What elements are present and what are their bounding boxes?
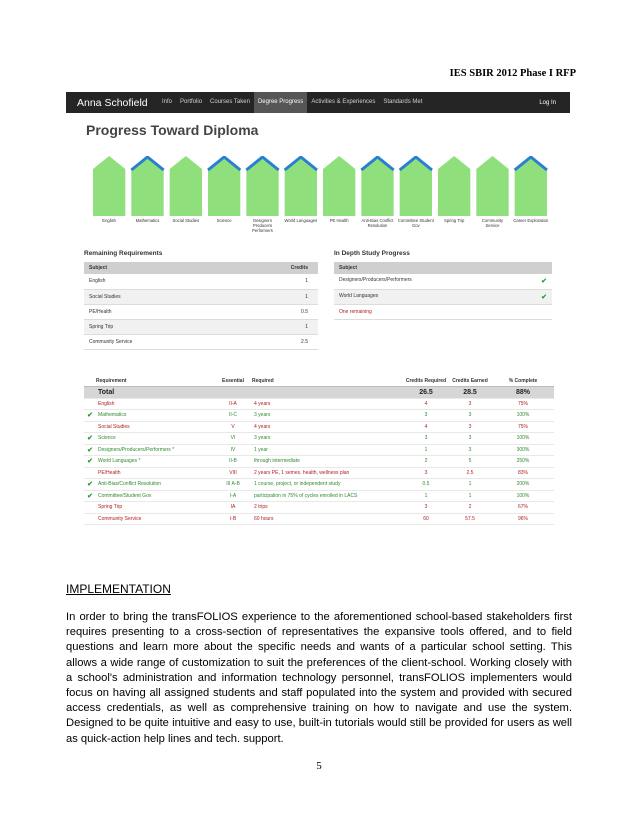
nav-activities[interactable]: Activities & Experiences <box>311 99 376 105</box>
requirements-table <box>84 368 554 525</box>
col-credits-required: Credits Required <box>404 368 448 386</box>
col-subject: Subject <box>334 262 552 274</box>
progress-arrow <box>93 156 125 216</box>
credits-earned-cell: 1 <box>448 490 492 502</box>
required-cell: 4 years <box>252 398 404 410</box>
progress-arrows-svg <box>90 156 550 216</box>
in-depth-title: In Depth Study Progress <box>334 250 410 257</box>
required-cell: 2 years PE, 1 semes. health, wellness plan <box>252 467 404 479</box>
credits-earned-cell: 5 <box>448 456 492 468</box>
checkmark-icon <box>84 502 96 514</box>
essential-cell: II-C <box>214 410 252 422</box>
arrow-label: Anti-Bias Conflict Resolution <box>361 218 394 228</box>
table-row <box>84 513 554 525</box>
requirement-cell: PE/Health <box>96 467 214 479</box>
essential-cell: IA <box>214 502 252 514</box>
credits-required-cell: 2 <box>404 456 448 468</box>
table-row <box>334 274 552 289</box>
col-required: Required <box>252 368 404 386</box>
checkmark-icon: ✔ <box>541 293 547 301</box>
percent-cell: 75% <box>492 398 554 410</box>
progress-arrows <box>90 156 550 216</box>
document-header: IES SBIR 2012 Phase I RFP <box>449 68 576 79</box>
requirement-cell: Designers/Producers/Performers * <box>96 444 214 456</box>
checkmark-icon: ✔ <box>84 456 96 468</box>
required-cell: participation in 75% of cycles enrolled in LACS <box>252 490 404 502</box>
remaining-title: Remaining Requirements <box>84 250 163 257</box>
progress-arrow <box>170 156 202 216</box>
percent-cell: 96% <box>492 513 554 525</box>
arrow-label: Career Exploration <box>513 218 549 223</box>
subject-cell: World Languages ✔ <box>334 289 552 304</box>
table-row <box>84 502 554 514</box>
requirement-cell: Social Studies <box>96 421 214 433</box>
required-cell: 2 trips <box>252 502 404 514</box>
embedded-screenshot <box>66 92 570 552</box>
app-navbar <box>66 92 570 113</box>
page-title: Progress Toward Diploma <box>86 122 259 138</box>
essential-cell: V <box>214 421 252 433</box>
essential-cell: II-B <box>214 456 252 468</box>
credits-earned-cell: 2.5 <box>448 467 492 479</box>
subject-cell: Designers/Producers/Performers ✔ <box>334 274 552 289</box>
credits-required-cell: 3 <box>404 433 448 445</box>
essential-cell: II-A <box>214 398 252 410</box>
total-required: 26.5 <box>404 386 448 398</box>
requirement-cell: Spring Trip <box>96 502 214 514</box>
table-row <box>84 319 318 334</box>
credits-earned-cell: 1 <box>448 479 492 491</box>
subject-cell: Social Studies <box>84 289 230 304</box>
col-percent-complete: % Complete <box>492 368 554 386</box>
total-row <box>84 386 554 398</box>
percent-cell: 75% <box>492 421 554 433</box>
user-name: Anna Schofield <box>77 96 148 109</box>
percent-cell: 250% <box>492 456 554 468</box>
arrow-label: PE Health <box>329 218 349 223</box>
essential-cell: III A-B <box>214 479 252 491</box>
checkmark-icon: ✔ <box>84 490 96 502</box>
subject-cell: One remaining <box>334 304 552 319</box>
arrow-label: Mathematics <box>135 218 160 223</box>
credits-required-cell: 1 <box>404 490 448 502</box>
subject-cell: PE/Health <box>84 304 230 319</box>
percent-cell: 83% <box>492 467 554 479</box>
credits-required-cell: 4 <box>404 398 448 410</box>
arrow-label: Community Service <box>481 218 504 228</box>
checkmark-icon <box>84 421 96 433</box>
percent-cell: 100% <box>492 433 554 445</box>
col-credits: Credits <box>230 262 318 274</box>
requirement-cell: Anti-Bias/Conflict Resolution <box>96 479 214 491</box>
table-row <box>84 410 554 422</box>
credits-earned-cell: 2 <box>448 502 492 514</box>
nav-info[interactable]: Info <box>162 99 173 105</box>
checkmark-icon <box>84 467 96 479</box>
nav-courses-taken[interactable]: Courses Taken <box>210 99 250 105</box>
essential-cell: IV <box>214 444 252 456</box>
required-cell: 1 course, project, or independent study <box>252 479 404 491</box>
total-earned: 28.5 <box>448 386 492 398</box>
required-cell: 4 years <box>252 421 404 433</box>
table-row <box>84 456 554 468</box>
checkmark-icon <box>84 398 96 410</box>
percent-cell: 200% <box>492 479 554 491</box>
credits-required-cell: 1 <box>404 444 448 456</box>
credits-earned-cell: 3 <box>448 421 492 433</box>
essential-cell: I-A <box>214 490 252 502</box>
essential-cell: VIII <box>214 467 252 479</box>
arrow-label: Science <box>216 218 232 223</box>
credits-earned-cell: 3 <box>448 444 492 456</box>
table-row <box>84 274 318 289</box>
required-cell: 3 years <box>252 433 404 445</box>
progress-arrow-labels <box>90 218 550 242</box>
arrow-label: Social Studies <box>172 218 200 223</box>
credits-required-cell: 3 <box>404 502 448 514</box>
progress-arrow <box>476 156 508 216</box>
requirement-cell: Committee/Student Gov <box>96 490 214 502</box>
section-heading: IMPLEMENTATION <box>66 582 171 596</box>
table-row <box>84 433 554 445</box>
credits-required-cell: 0.5 <box>404 479 448 491</box>
essential-cell: I-B <box>214 513 252 525</box>
credits-required-cell: 4 <box>404 421 448 433</box>
col-credits-earned: Credits Earned <box>448 368 492 386</box>
percent-cell: 100% <box>492 410 554 422</box>
checkmark-icon: ✔ <box>541 278 547 286</box>
nav-degree-progress[interactable]: Degree Progress <box>254 92 307 113</box>
subject-cell: Spring Trip <box>84 319 230 334</box>
percent-cell: 67% <box>492 502 554 514</box>
credits-required-cell: 3 <box>404 467 448 479</box>
requirement-cell: Mathematics <box>96 410 214 422</box>
col-subject: Subject <box>84 262 230 274</box>
table-row <box>84 398 554 410</box>
arrow-label: English <box>102 218 117 223</box>
table-row <box>84 421 554 433</box>
checkmark-icon: ✔ <box>84 410 96 422</box>
credits-cell: 0.5 <box>230 304 318 319</box>
col-essential: Essential <box>214 368 252 386</box>
table-row <box>84 304 318 319</box>
checkmark-icon <box>84 513 96 525</box>
page-number: 5 <box>316 760 322 772</box>
total-percent: 88% <box>492 386 554 398</box>
requirement-cell: Science <box>96 433 214 445</box>
checkmark-icon: ✔ <box>84 444 96 456</box>
table-row <box>84 467 554 479</box>
arrow-label: World Languages <box>284 218 318 223</box>
credits-cell: 1 <box>230 319 318 334</box>
table-row <box>84 490 554 502</box>
in-depth-table <box>334 262 552 320</box>
table-row <box>84 334 318 349</box>
table-row <box>84 479 554 491</box>
checkmark-icon: ✔ <box>84 433 96 445</box>
credits-earned-cell: 3 <box>448 398 492 410</box>
credits-cell: 2.5 <box>230 334 318 349</box>
subject-cell: English <box>84 274 230 289</box>
table-row <box>334 304 552 319</box>
progress-arrow <box>323 156 355 216</box>
required-cell: 1 year <box>252 444 404 456</box>
credits-earned-cell: 3 <box>448 433 492 445</box>
remaining-table <box>84 262 318 350</box>
requirement-cell: World Languages * <box>96 456 214 468</box>
required-cell: 60 hours <box>252 513 404 525</box>
arrow-label: Spring Trip <box>444 218 465 223</box>
progress-arrow <box>438 156 470 216</box>
nav-portfolio[interactable]: Portfolio <box>180 99 203 105</box>
percent-cell: 300% <box>492 444 554 456</box>
body-paragraph: In order to bring the transFOLIOS experience to the aforementioned school-based stakeholders first requires presenting to a cross-section of representatives the expansive tools offered, and to field questions and learn more about the specific needs and wants of a particular school setting. This allows a wide range of customization to suit the preferences of the client-school. Working closely with a school's administration and information technology personnel, transFOLIOS implementers would focus on having all assigned students and staff populated into the system and provided with secured access credentials, as well as comprehensive training on how to navigate and use the system. Designed to be quite intuitive and easy to use, built-in tutorials would still be provided for users as well as quick-action help lines and tech. support. <box>66 611 572 745</box>
nav-standards-met[interactable]: Standards Met <box>383 99 423 105</box>
table-row <box>334 289 552 304</box>
credits-cell: 1 <box>230 274 318 289</box>
checkmark-icon: ✔ <box>84 479 96 491</box>
subject-cell: Community Service <box>84 334 230 349</box>
credits-required-cell: 3 <box>404 410 448 422</box>
credits-required-cell: 60 <box>404 513 448 525</box>
required-cell: 3 years <box>252 410 404 422</box>
required-cell: through intermediate <box>252 456 404 468</box>
table-row <box>84 289 318 304</box>
essential-cell: VI <box>214 433 252 445</box>
requirement-cell: Community Service <box>96 513 214 525</box>
credits-earned-cell: 57.5 <box>448 513 492 525</box>
table-row <box>84 444 554 456</box>
col-requirement: Requirement <box>96 368 214 386</box>
login-link[interactable]: Log In <box>539 99 556 106</box>
arrow-label: Committee Student Gov <box>397 218 434 228</box>
requirement-cell: English <box>96 398 214 410</box>
percent-cell: 100% <box>492 490 554 502</box>
credits-cell: 1 <box>230 289 318 304</box>
total-label: Total <box>96 386 214 398</box>
credits-earned-cell: 3 <box>448 410 492 422</box>
arrow-label: Designers Producers Performers <box>252 218 273 233</box>
